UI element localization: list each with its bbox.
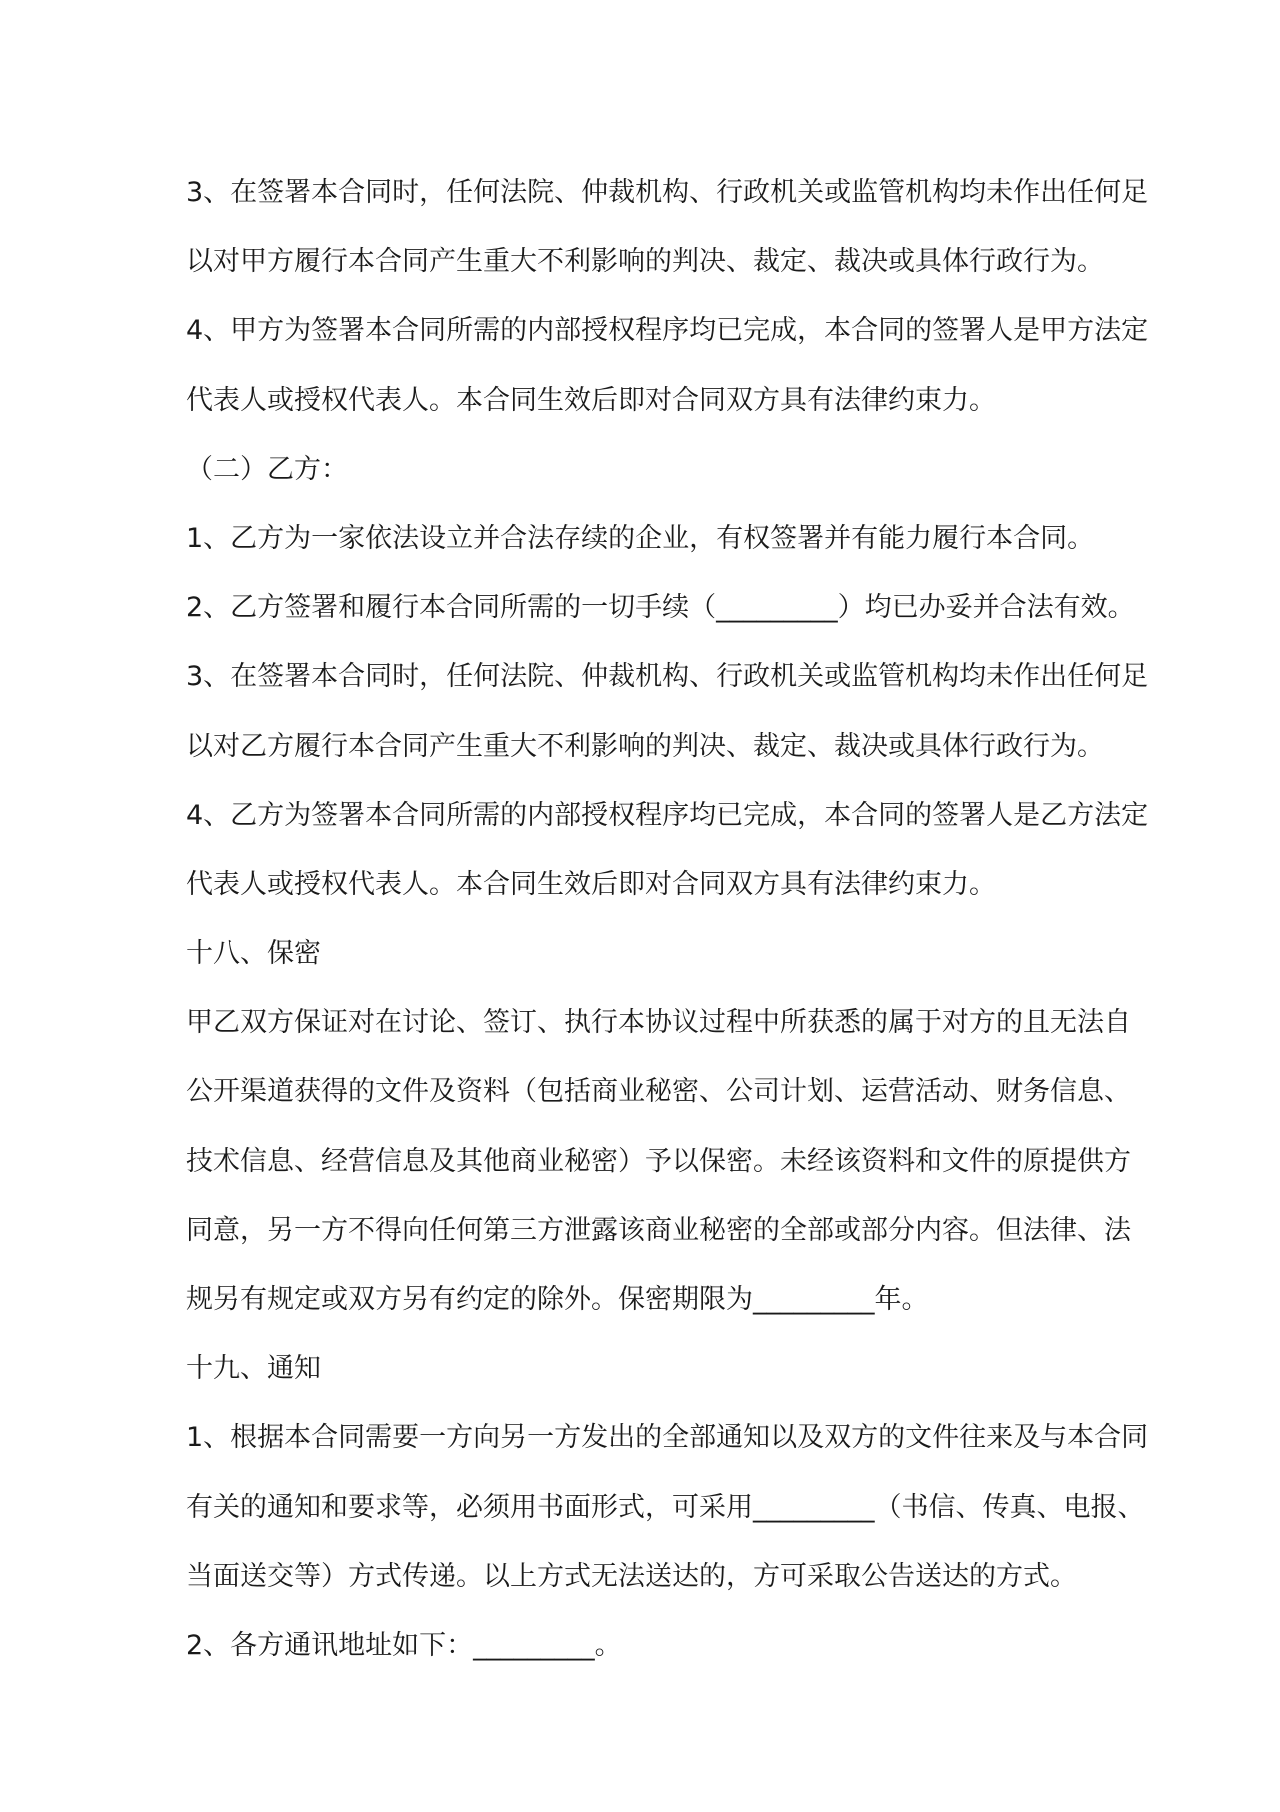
- clause-line: 以对甲方履行本合同产生重大不利影响的判决、裁定、裁决或具体行政行为。: [186, 246, 1104, 278]
- clause-line: 有关的通知和要求等，必须用书面形式，可采用_________（书信、传真、电报、: [186, 1491, 1145, 1523]
- clause-line: 3、在签署本合同时，任何法院、仲裁机构、行政机关或监管机构均未作出任何足: [186, 661, 1149, 693]
- clause-line: 以对乙方履行本合同产生重大不利影响的判决、裁定、裁决或具体行政行为。: [186, 730, 1104, 762]
- section-heading: 十八、保密: [186, 938, 321, 970]
- clause-line: 3、在签署本合同时，任何法院、仲裁机构、行政机关或监管机构均未作出任何足: [186, 177, 1149, 208]
- clause-line: 2、乙方签署和履行本合同所需的一切手续（_________）均已办妥并合法有效。: [186, 592, 1135, 624]
- clause-line: 2、各方通讯地址如下：_________。: [186, 1629, 622, 1661]
- section-heading: 十九、通知: [186, 1353, 321, 1385]
- clause-line: 代表人或授权代表人。本合同生效后即对合同双方具有法律约束力。: [186, 384, 996, 416]
- clause-line: 代表人或授权代表人。本合同生效后即对合同双方具有法律约束力。: [186, 868, 996, 900]
- clause-line: 公开渠道获得的文件及资料（包括商业秘密、公司计划、运营活动、财务信息、: [186, 1076, 1131, 1108]
- section-heading: （二）乙方：: [186, 453, 348, 485]
- clause-line: 甲乙双方保证对在讨论、签订、执行本协议过程中所获悉的属于对方的且无法自: [186, 1007, 1131, 1039]
- clause-line: 1、根据本合同需要一方向另一方发出的全部通知以及双方的文件往来及与本合同: [186, 1422, 1149, 1454]
- clause-line: 规另有规定或双方另有约定的除外。保密期限为_________年。: [186, 1284, 929, 1315]
- clause-line: 1、乙方为一家依法设立并合法存续的企业，有权签署并有能力履行本合同。: [186, 522, 1095, 554]
- document-page: [186, 158, 1149, 1680]
- clause-line: 4、甲方为签署本合同所需的内部授权程序均已完成，本合同的签署人是甲方法定: [186, 315, 1149, 347]
- clause-line: 技术信息、经营信息及其他商业秘密）予以保密。未经该资料和文件的原提供方: [186, 1145, 1131, 1177]
- clause-line: 当面送交等）方式传递。以上方式无法送达的，方可采取公告送达的方式。: [186, 1560, 1077, 1592]
- clause-line: 同意，另一方不得向任何第三方泄露该商业秘密的全部或部分内容。但法律、法: [186, 1214, 1131, 1246]
- clause-line: 4、乙方为签署本合同所需的内部授权程序均已完成，本合同的签署人是乙方法定: [186, 799, 1149, 831]
